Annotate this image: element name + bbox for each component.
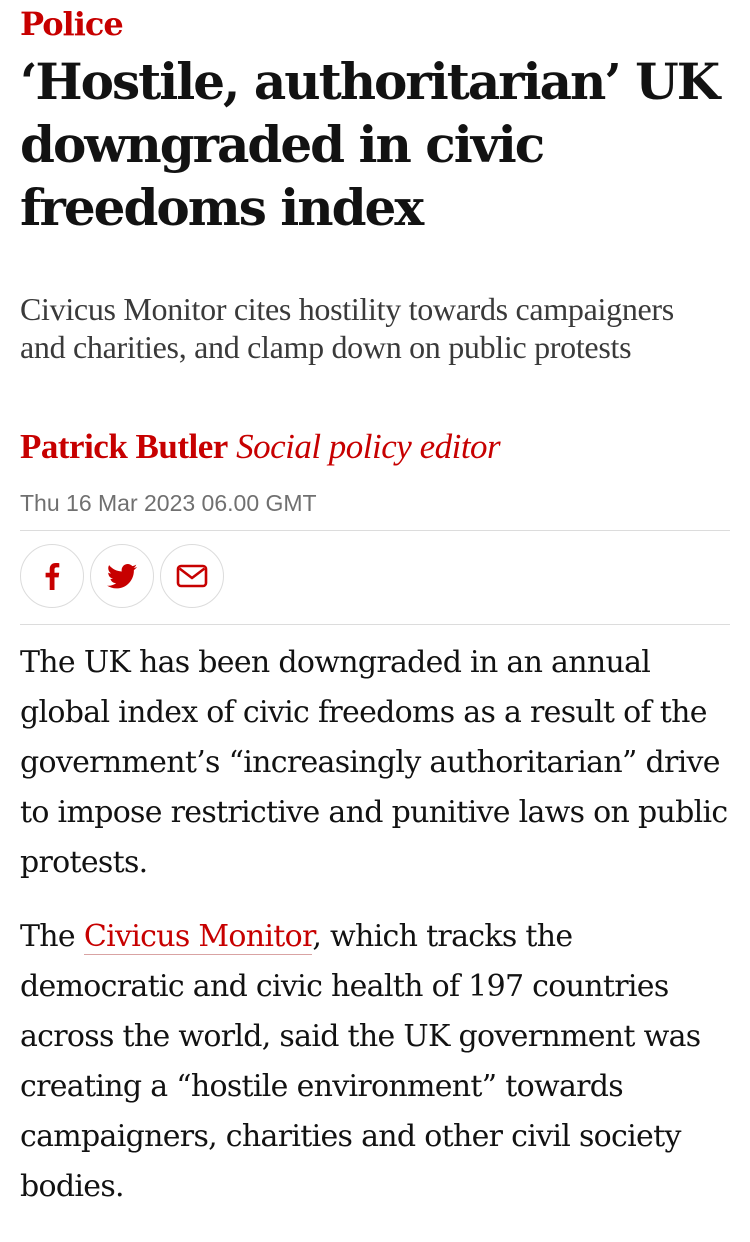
- civicus-monitor-link[interactable]: Civicus Monitor: [83, 919, 313, 954]
- paragraph-text: The: [20, 919, 84, 954]
- publish-date: Thu 16 Mar 2023 06.00 GMT: [20, 490, 317, 516]
- section-kicker[interactable]: Police: [20, 5, 123, 43]
- email-icon: [176, 564, 208, 588]
- twitter-icon: [107, 564, 137, 589]
- standfirst: Civicus Monitor cites hostility towards campaigners and charities, and clamp down on public protests: [20, 291, 674, 365]
- byline-role: Social policy editor: [236, 427, 501, 466]
- share-buttons: [20, 544, 224, 608]
- body-paragraph: The UK has been downgraded in an annual global index of civic freedoms as a result of the government’s “increasingly authoritarian” drive to impose restrictive and punitive laws on public protests.: [20, 645, 728, 880]
- divider: [20, 530, 730, 531]
- paragraph-text: , which tracks the democratic and civic health of 197 countries across the world, said the UK government was creating a “hostile environment” towards campaigners, charities and other civil society bodies.: [20, 919, 701, 1204]
- share-facebook-button[interactable]: [20, 544, 84, 608]
- share-email-button[interactable]: [160, 544, 224, 608]
- byline: [20, 426, 500, 468]
- divider: [20, 624, 730, 625]
- facebook-icon: [44, 562, 60, 590]
- share-twitter-button[interactable]: [90, 544, 154, 608]
- byline-author-link[interactable]: Patrick Butler: [20, 427, 228, 466]
- article-body: [20, 638, 730, 1236]
- headline: ‘Hostile, authoritarian’ UK downgraded in civic freedoms index: [20, 52, 719, 237]
- body-paragraph: [20, 912, 730, 1212]
